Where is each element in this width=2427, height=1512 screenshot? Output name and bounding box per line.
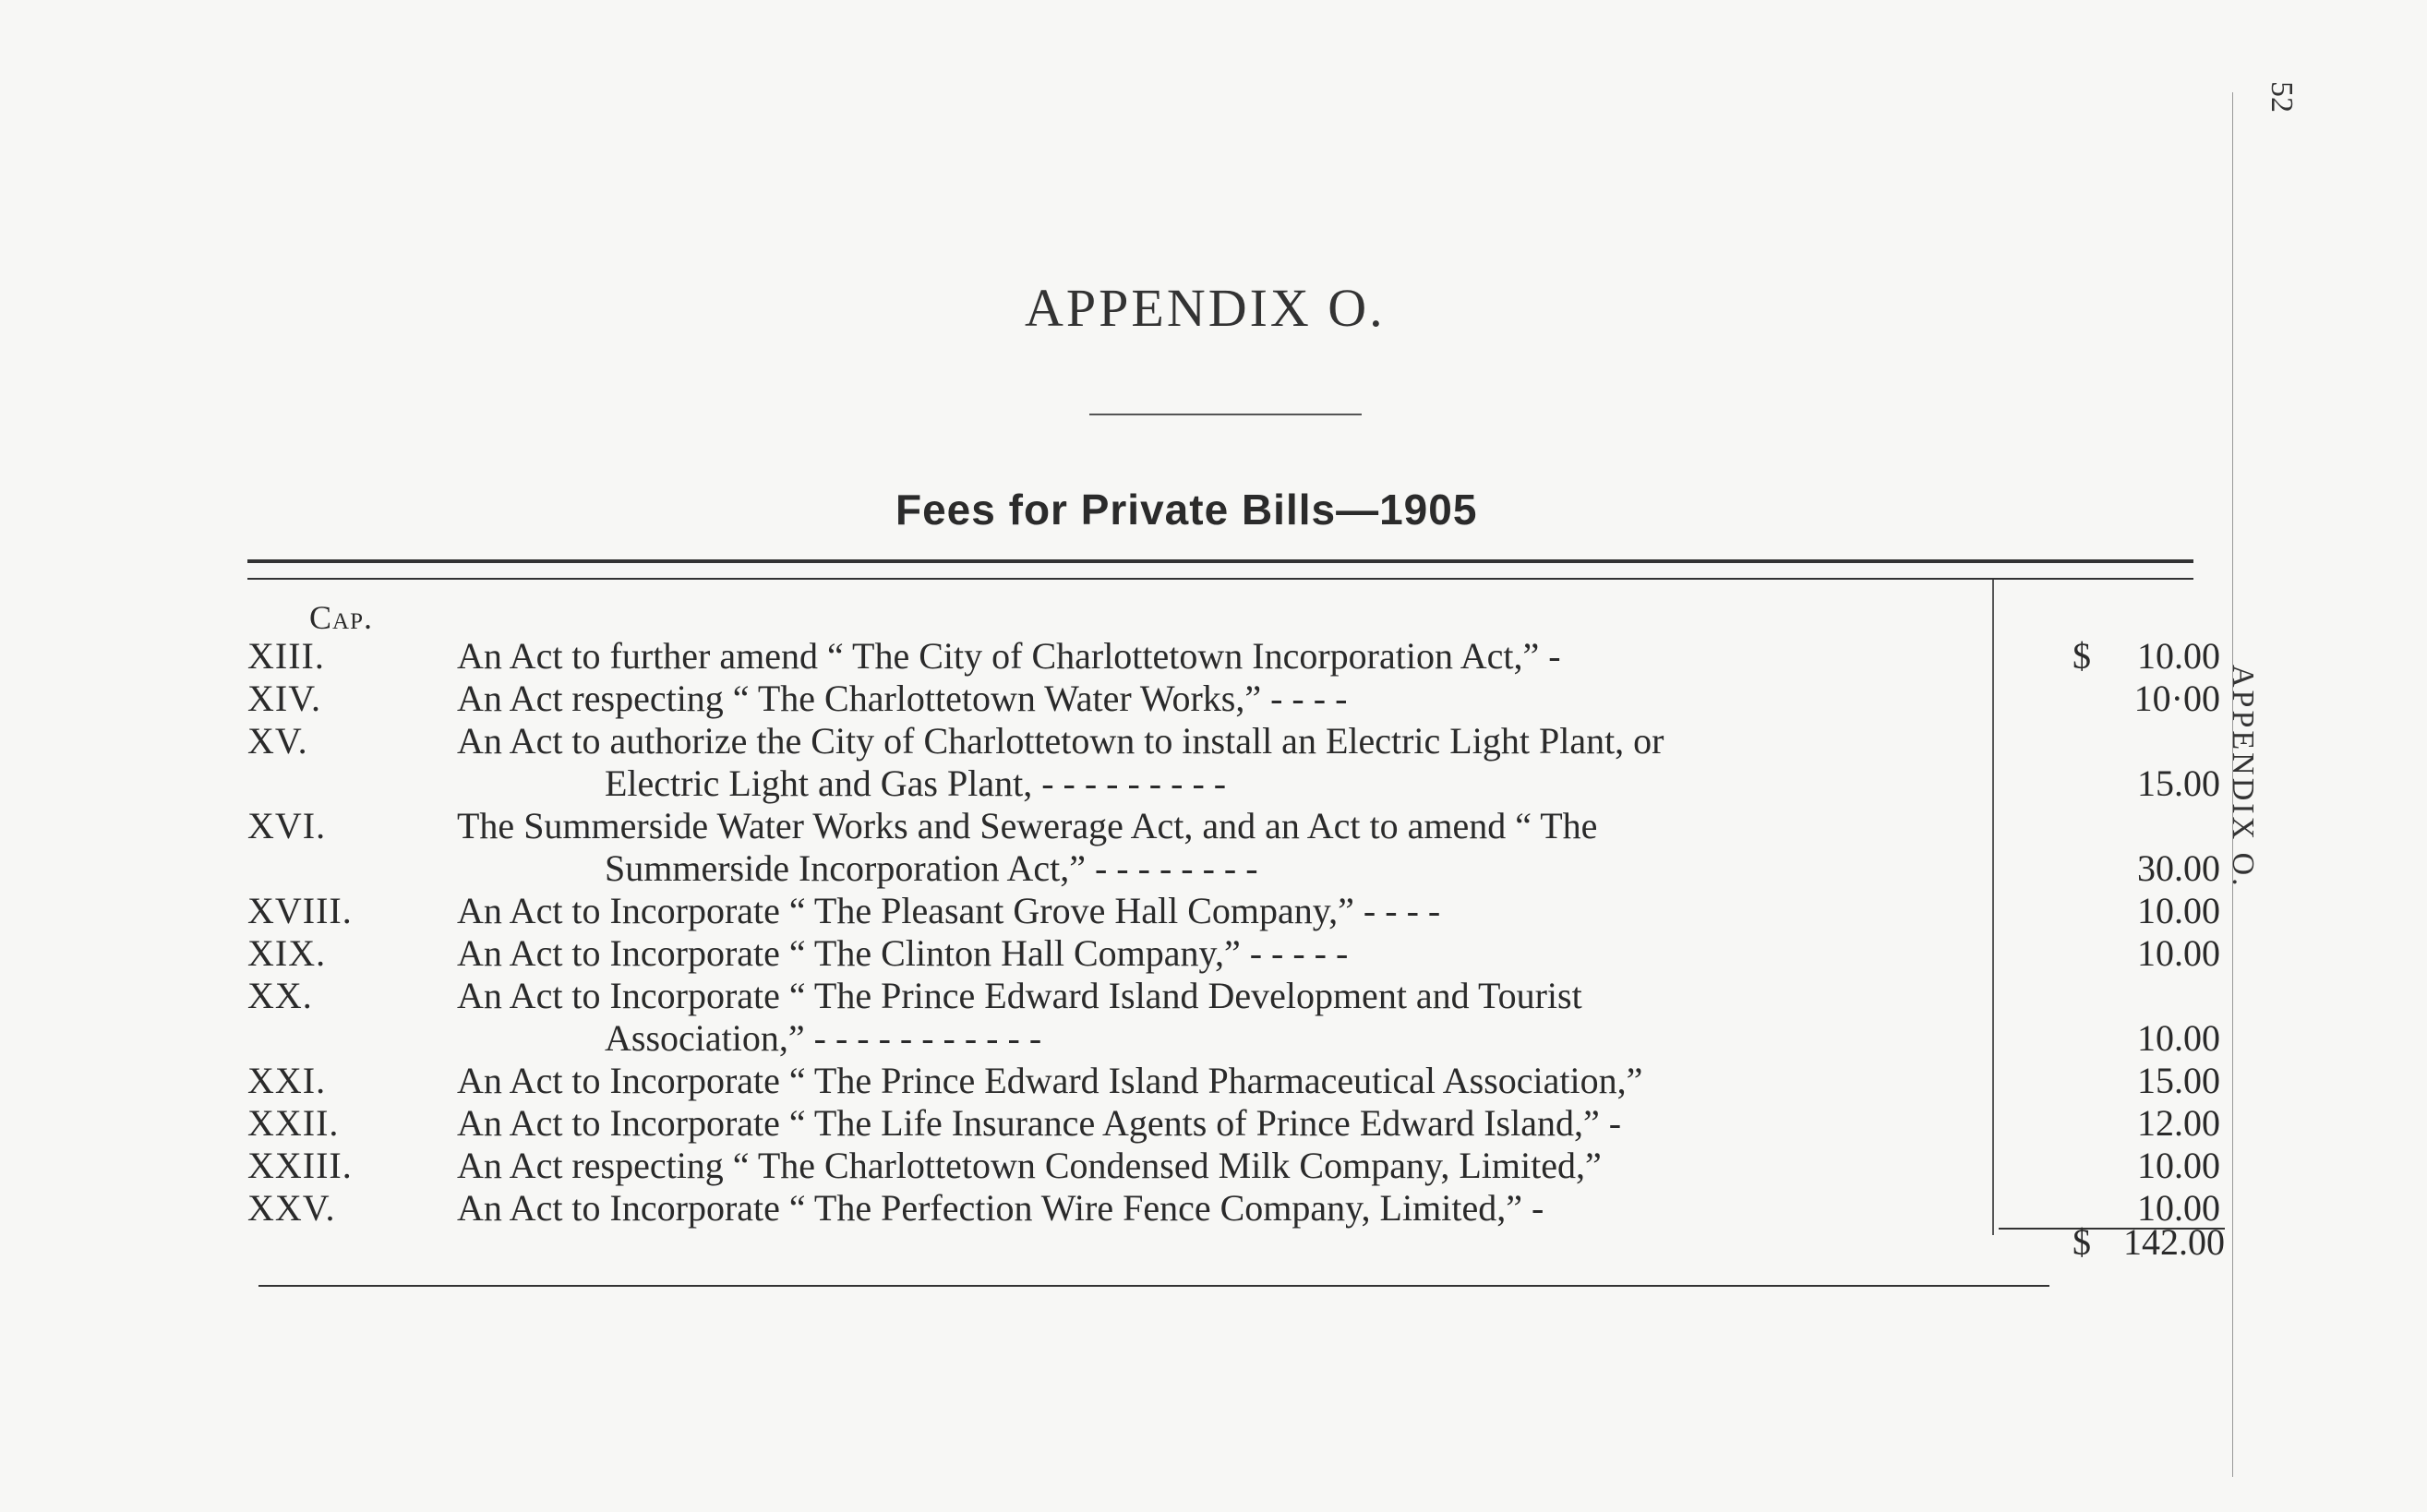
act-description-line: An Act to Incorporate “ The Pleasant Grove Hall Company,” - - - - — [457, 890, 1441, 931]
cap-number: XVIII. — [247, 890, 353, 931]
act-description-line: An Act respecting “ The Charlottetown Condensed Milk Company, Limited,” — [457, 1145, 1602, 1186]
act-description-line: Association,” - - - - - - - - - - - — [605, 1017, 1042, 1059]
act-description — [457, 890, 1971, 932]
act-description-line: An Act to further amend “ The City of Charlottetown Incorporation Act,” - — [457, 635, 1561, 677]
table-title: Fees for Private Bills—1905 — [895, 486, 1478, 534]
cap-number: XVI. — [247, 805, 327, 846]
appendix-title: APPENDIX O. — [1025, 278, 1386, 338]
act-description — [457, 975, 1971, 1060]
title-divider — [1089, 414, 1362, 415]
fee-amount: 10.00 — [2137, 1017, 2220, 1059]
side-running-header: APPENDIX O. — [2226, 665, 2260, 889]
act-description — [457, 1145, 1971, 1187]
fee-amount: 12.00 — [2137, 1102, 2220, 1144]
fee-amount: 10.00 — [2137, 890, 2220, 931]
cap-number: XXIII. — [247, 1145, 353, 1186]
page-number: 52 — [2265, 81, 2299, 113]
act-description — [457, 1060, 1971, 1102]
act-description-line: An Act to Incorporate “ The Prince Edward Island Pharmaceutical Association,” — [457, 1060, 1643, 1101]
fee-amount: 10.00 — [2137, 1187, 2220, 1229]
cap-column-header: Cap. — [309, 599, 373, 636]
act-description-line: An Act to Incorporate “ The Prince Edward Island Development and Tourist — [457, 975, 1582, 1016]
cap-number: XXI. — [247, 1060, 327, 1101]
fee-amount: 15.00 — [2137, 1060, 2220, 1101]
act-description-line: An Act to Incorporate “ The Clinton Hall Company,” - - - - - — [457, 932, 1349, 974]
act-description-line: An Act to authorize the City of Charlottetown to install an Electric Light Plant, or — [457, 720, 1664, 762]
top-rule-thin — [247, 578, 2193, 580]
act-description — [457, 805, 1971, 890]
act-description — [457, 678, 1971, 720]
fee-amount: 10.00 — [2137, 635, 2220, 677]
act-description — [457, 635, 1971, 678]
cap-number: XV. — [247, 720, 308, 762]
cap-number: XIII. — [247, 635, 325, 677]
cap-number: XXV. — [247, 1187, 336, 1229]
cap-number: XIX. — [247, 932, 327, 974]
fee-amount: 30.00 — [2137, 847, 2220, 889]
total-amount: 142.00 — [2123, 1221, 2225, 1263]
top-rule-thick — [247, 559, 2193, 563]
cap-number: XXII. — [247, 1102, 340, 1144]
act-description-line: Electric Light and Gas Plant, - - - - - - - - - — [605, 762, 1227, 804]
fee-amount: 10.00 — [2137, 1145, 2220, 1186]
fee-amount: 15.00 — [2137, 762, 2220, 804]
cap-number: XX. — [247, 975, 313, 1016]
fee-currency: $ — [2073, 635, 2091, 677]
act-description-line: Summerside Incorporation Act,” - - - - - - - - — [605, 847, 1258, 889]
fee-amount: 10·00 — [2133, 678, 2220, 719]
bottom-rule — [258, 1285, 2049, 1287]
fee-amount: 10.00 — [2137, 932, 2220, 974]
act-description — [457, 1187, 1971, 1230]
cap-number: XIV. — [247, 678, 321, 719]
act-description-line: The Summerside Water Works and Sewerage Act, and an Act to amend “ The — [457, 805, 1598, 846]
total-currency: $ — [2073, 1221, 2091, 1263]
act-description-line: An Act to Incorporate “ The Life Insurance Agents of Prince Edward Island,” - — [457, 1102, 1622, 1144]
act-description-line: An Act respecting “ The Charlottetown Water Works,” - - - - — [457, 678, 1348, 719]
act-description-line: An Act to Incorporate “ The Perfection Wire Fence Company, Limited,” - — [457, 1187, 1544, 1229]
act-description — [457, 932, 1971, 975]
act-description — [457, 1102, 1971, 1145]
act-description — [457, 720, 1971, 805]
